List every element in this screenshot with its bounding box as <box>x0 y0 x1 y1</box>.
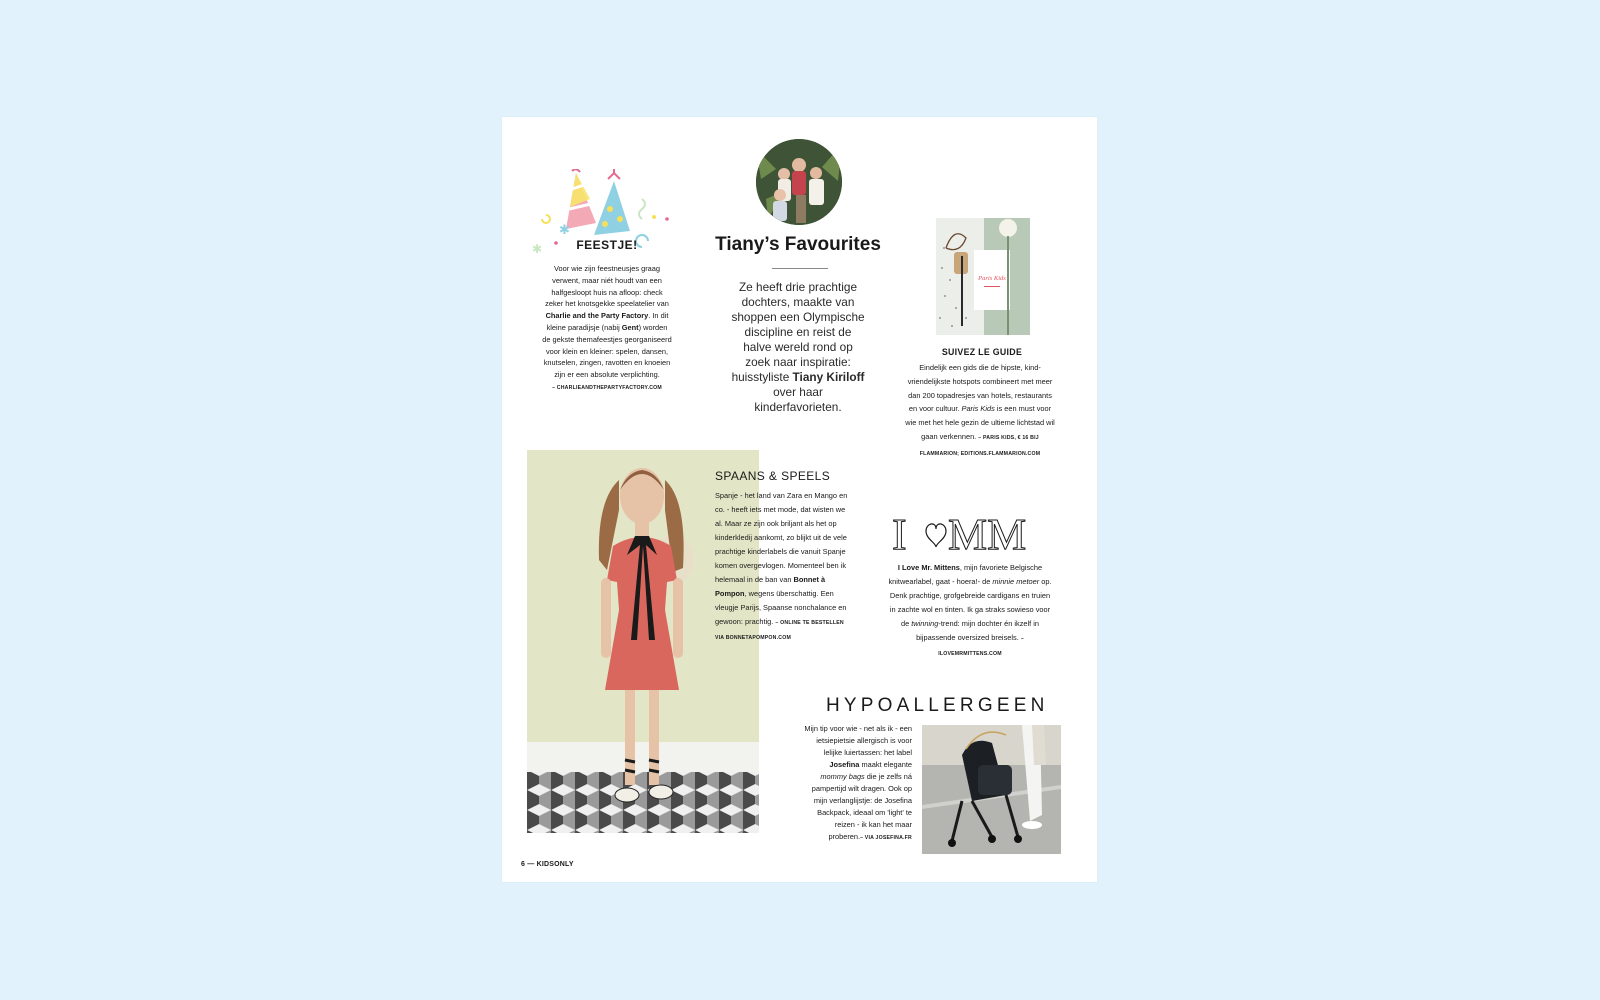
portrait-photo <box>756 139 842 225</box>
imm-logo <box>892 509 1042 555</box>
stroller-photo <box>922 725 1061 854</box>
imm-body: I Love Mr. Mittens, mijn favoriete Belgische knitwearlabel, gaat - hoera!- de minnie metoer op. Denk prachtige, grofgebreide cardigans en truien in zachte wol en tinten. Ik ga straks sowieso voor de twinning-trend: mijn dochter én ikzelf in bijpassende oversized breisels. – ILOVEMRMITTENS.COM <box>888 563 1052 657</box>
spaans-title: SPAANS & SPEELS <box>715 469 831 483</box>
guide-credit: – PARIS KIDS, € 16 BIJ FLAMMARION; EDITIONS.FLAMMARION.COM <box>919 434 1041 457</box>
hypo-body: Mijn tip voor wie - net als ik - een ietsiepietsie allergisch is voor lelijke luiertassen: het label Josefina maakt elegante mommy bags die je zelfs ná pampertijd wilt dragen. Ook op mijn verlanglijstje: de Josefina Backpack, ideaal om 'light' te reizen - ik kan het maar proberen.– VIA JOSEFINA.FR <box>804 724 912 841</box>
spaans-credit: – ONLINE TE BESTELLEN VIA BONNETAPOMPON.COM <box>715 620 844 641</box>
page-number: 6 <box>521 861 526 868</box>
hypo-title: HYPOALLERGEEN <box>826 695 1049 716</box>
magazine-page <box>502 117 1097 882</box>
feestje-body: Voor wie zijn feestneusjes graag verwent, maar niét houdt van een halfgesloopt huis na afloop: check zeker het knotsgekke speelatelier van Charlie and the Party Factory. In dit kleine paradijsje (nabij Gent) worden de gekste themafeestjes georganiseerd voor klein en kleiner: spelen, dansen, knutselen, zingen, ravotten en knoeien zijn er een absolute verplichting. – CHARLIEANDTHEPARTYFACTORY.COM <box>542 264 672 391</box>
svg-text:MM: MM <box>948 510 1027 555</box>
imm-credit: – ILOVEMRMITTENS.COM <box>938 636 1024 657</box>
page-title: Tiany’s Favourites <box>715 234 881 255</box>
magazine-name: KIDSONLY <box>536 861 574 868</box>
svg-text:✱: ✱ <box>559 222 570 237</box>
feestje-credit: – CHARLIEANDTHEPARTYFACTORY.COM <box>552 384 662 391</box>
feestje-title: FEESTJE! <box>576 238 638 252</box>
guide-title: SUIVEZ LE GUIDE <box>941 347 1023 357</box>
hypo-credit: – VIA JOSEFINA.FR <box>860 835 912 841</box>
footer-separator: — <box>527 861 535 868</box>
intro-text: Ze heeft drie prachtige dochters, maakte van shoppen een Olympische discipline en reist de halve wereld rond op zoek naar inspiratie: huisstyliste Tiany Kiriloff over haar kinderfavorieten. <box>731 280 865 414</box>
page-footer <box>521 861 574 868</box>
heart-icon <box>926 524 946 547</box>
book-cover-text: Paris Kids <box>978 275 1006 282</box>
guide-book-photo <box>936 218 1030 335</box>
guide-body: Eindelijk een gids die de hipste, kindvriendelijkste hotspots combineert met meer dan 200 topadresjes van hotels, restaurants en voor cultuur. Paris Kids is een must voor wie met het hele gezin de ultieme lichtstad wil gaan verkennen. – PARIS KIDS, € 16 BIJ FLAMMARION; EDITIONS.FLAMMARION.COM <box>905 363 1055 457</box>
title-divider <box>772 268 828 269</box>
spaans-body: Spanje - het land van Zara en Mango en co. - heeft iets met mode, dat wisten we al. Maar ze zijn ook briljant als het op kinderkledij aankomt, zo blijkt uit de vele prachtige kinderlabels die vanuit Spanje komen overgevlogen. Momenteel ben ik helemaal in de ban van Bonnet à Pompon, wegens überschattig. Een vleugje Parijs, Spaanse nonchalance en gewoon: prachtig. – ONLINE TE BESTELLEN VIA BONNETAPOMPON.COM <box>715 491 848 641</box>
svg-text:✱: ✱ <box>532 242 543 255</box>
svg-text:I: I <box>892 510 907 555</box>
